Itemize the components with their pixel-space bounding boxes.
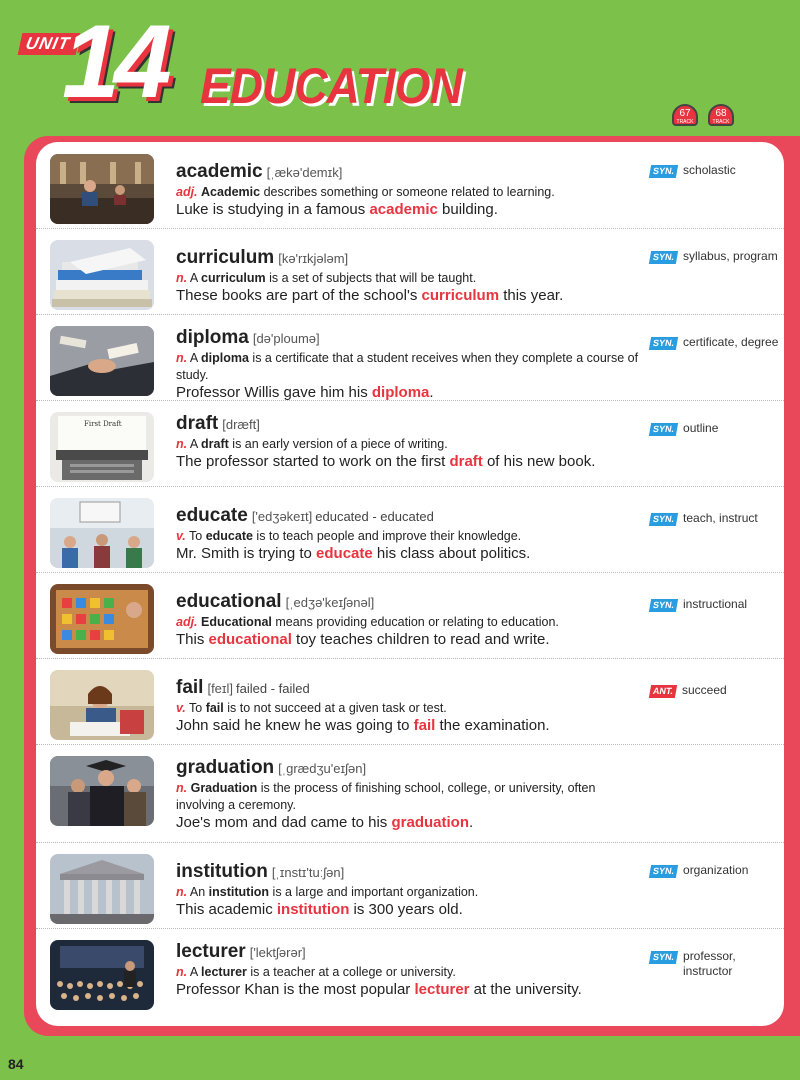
synonym <box>650 249 780 264</box>
syn-badge: SYN. <box>649 599 678 612</box>
example-sentence: John said he knew he was going to fail the examination. <box>176 717 550 734</box>
synonym <box>650 949 780 979</box>
graduation-hug-photo <box>50 756 154 826</box>
abacus-toy-photo <box>50 584 154 654</box>
part-of-speech: adj. <box>176 615 198 629</box>
syn-badge: SYN. <box>649 423 678 436</box>
classroom-photo <box>50 498 154 568</box>
headword: academic <box>176 161 263 182</box>
headword: draft <box>176 413 219 434</box>
definition: v. To fail is to not succeed at a given task or test. <box>176 701 447 715</box>
vocabulary-list <box>36 142 784 1026</box>
antonym-text: succeed <box>682 683 727 697</box>
definition: adj. Educational means providing education or relating to education. <box>176 615 559 629</box>
synonym-text: instructional <box>683 597 748 611</box>
image-caption: First Draft <box>84 420 122 428</box>
part-of-speech: v. <box>176 529 186 543</box>
syn-badge: SYN. <box>649 951 678 964</box>
verb-forms: educated - educated <box>315 509 434 524</box>
headword: educate <box>176 505 248 526</box>
vocab-entry <box>36 228 784 315</box>
syn-badge: SYN. <box>649 513 678 526</box>
synonym-text: professor, instructor <box>683 949 736 978</box>
example-sentence: This educational toy teaches children to read and write. <box>176 631 550 648</box>
entry-text <box>176 505 646 563</box>
definition: n. A lecturer is a teacher at a college or university. <box>176 965 456 979</box>
headphones-track-icon[interactable] <box>708 104 734 126</box>
pronunciation: [də'ploumə] <box>252 331 320 346</box>
pronunciation: ['lektʃərər] <box>249 945 306 960</box>
syn-badge: SYN. <box>649 865 678 878</box>
entry-text <box>176 413 646 471</box>
definition: v. To educate is to teach people and improve their knowledge. <box>176 529 522 543</box>
synonym-text: scholastic <box>683 163 736 177</box>
synonym-text: outline <box>683 421 719 435</box>
synonym-text: certificate, degree <box>683 335 779 349</box>
pronunciation: [feɪl] <box>207 681 234 696</box>
definition: n. A draft is an early version of a piece of writing. <box>176 437 448 451</box>
page-number: 84 <box>8 1056 24 1072</box>
track-label: TRACK <box>712 119 730 125</box>
syn-badge: SYN. <box>649 251 678 264</box>
track-number: 68 <box>715 108 727 119</box>
typewriter-first-draft-photo <box>50 412 154 482</box>
definition: n. A curriculum is a set of subjects that will be taught. <box>176 271 477 285</box>
unit-header <box>0 0 800 140</box>
synonym <box>650 335 780 350</box>
definition: n. Graduation is the process of finishing school, college, or university, often involving a ceremony. <box>176 781 596 812</box>
pronunciation: [ˌɪnstɪ'tuːʃən] <box>271 865 345 880</box>
example-sentence: The professor started to work on the first draft of his new book. <box>176 453 596 470</box>
headword: curriculum <box>176 247 275 268</box>
example-sentence: Joe's mom and dad came to his graduation. <box>176 814 474 831</box>
handshake-diploma-photo <box>50 326 154 396</box>
pronunciation: [ˌedʒə'keɪʃənəl] <box>285 595 375 610</box>
entry-text <box>176 757 646 832</box>
pronunciation: [ˌgrædʒu'eɪʃən] <box>278 761 367 776</box>
audio-tracks <box>672 104 734 126</box>
synonym <box>650 863 780 878</box>
synonym <box>650 421 780 436</box>
unit-label: UNIT <box>18 33 80 55</box>
part-of-speech: n. <box>176 437 188 451</box>
definition: n. An institution is a large and important organization. <box>176 885 479 899</box>
students-in-library-photo <box>50 154 154 224</box>
vocab-entry <box>36 842 784 929</box>
part-of-speech: adj. <box>176 185 198 199</box>
entry-text <box>176 161 646 219</box>
part-of-speech: n. <box>176 781 188 795</box>
entry-text <box>176 327 646 402</box>
synonym-text: syllabus, program <box>683 249 778 263</box>
vocab-entry <box>36 658 784 745</box>
entry-text <box>176 861 646 919</box>
part-of-speech: v. <box>176 701 186 715</box>
vocab-entry <box>36 314 784 401</box>
pronunciation: [ˌækə'demɪk] <box>266 165 343 180</box>
headword: diploma <box>176 327 249 348</box>
example-sentence: Professor Khan is the most popular lecturer at the university. <box>176 981 582 998</box>
vocab-entry <box>36 400 784 487</box>
synonym-text: teach, instruct <box>683 511 758 525</box>
stressed-student-photo <box>50 670 154 740</box>
definition: n. A diploma is a certificate that a student receives when they complete a course of study. <box>176 351 639 382</box>
pronunciation: ['edʒəkeɪt] <box>251 509 313 524</box>
example-sentence: These books are part of the school's curriculum this year. <box>176 287 564 304</box>
example-sentence: This academic institution is 300 years old. <box>176 901 463 918</box>
part-of-speech: n. <box>176 965 188 979</box>
unit-number: 14 <box>62 4 166 120</box>
vocab-entry <box>36 142 784 229</box>
example-sentence: Professor Willis gave him his diploma. <box>176 384 434 401</box>
definition: adj. Academic describes something or someone related to learning. <box>176 185 555 199</box>
headword: institution <box>176 861 268 882</box>
verb-forms: failed - failed <box>236 681 310 696</box>
headphones-track-icon[interactable] <box>672 104 698 126</box>
example-sentence: Luke is studying in a famous academic building. <box>176 201 498 218</box>
entry-text <box>176 941 646 999</box>
unit-title: EDUCATION <box>200 58 462 114</box>
example-sentence: Mr. Smith is trying to educate his class about politics. <box>176 545 531 562</box>
columned-building-photo <box>50 854 154 924</box>
headword: fail <box>176 677 204 698</box>
pronunciation: [dræft] <box>222 417 260 432</box>
synonym-text: organization <box>683 863 749 877</box>
entry-text <box>176 247 646 305</box>
part-of-speech: n. <box>176 885 188 899</box>
ant-badge: ANT. <box>649 685 677 698</box>
entry-text <box>176 591 646 649</box>
part-of-speech: n. <box>176 271 188 285</box>
syn-badge: SYN. <box>649 337 678 350</box>
headword: lecturer <box>176 941 246 962</box>
entry-text <box>176 677 646 735</box>
synonym <box>650 597 780 612</box>
vocab-entry <box>36 486 784 573</box>
synonym <box>650 163 780 178</box>
antonym <box>650 683 780 698</box>
stack-of-books-photo <box>50 240 154 310</box>
vocab-entry <box>36 928 784 1026</box>
headword: educational <box>176 591 282 612</box>
track-label: TRACK <box>676 119 694 125</box>
track-number: 67 <box>679 108 691 119</box>
lecture-hall-photo <box>50 940 154 1010</box>
pronunciation: [kə'rɪkjələm] <box>278 251 349 266</box>
vocab-entry <box>36 572 784 659</box>
vocab-entry <box>36 744 784 843</box>
part-of-speech: n. <box>176 351 188 365</box>
headword: graduation <box>176 757 275 778</box>
synonym <box>650 511 780 526</box>
syn-badge: SYN. <box>649 165 678 178</box>
